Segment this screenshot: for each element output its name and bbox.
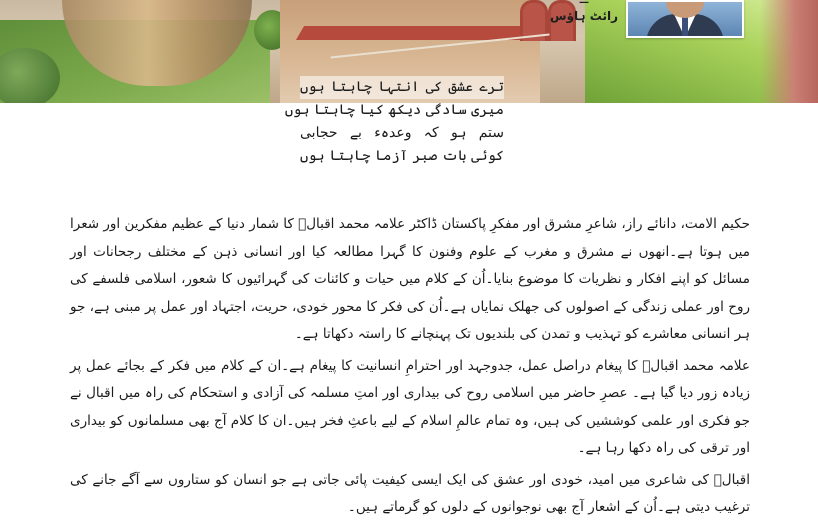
article-paragraph: علامہ محمد اقبالؒ کا پیغام دراصل عمل، جدوجہد اور احترامِ انسانیت کا پیغام ہے۔ان کے کلام میں فکر کے بجائے عمل پر زیادہ زور دیا گیا ہے۔ عصرِ حاضر میں اسلامی روح کی بیداری اور امتِ مسلمہ کی آزادی و استحکام کی راہ میں اقبال نے جو فکری اور علمی کوششیں کی ہیں، وہ تمام عالمِ اسلام کے لیے باعثِ فخر ہیں۔ان کا کلام آج بھی مسلمانوں کو بیداری اور ترقی کی راہ دکھا رہا ہے۔ [70, 357, 750, 456]
article-paragraph: حکیم الامت، دانائے راز، شاعرِ مشرق اور مفکرِ پاکستان ڈاکٹر علامہ محمد اقبالؒ کا شمار دنیا کے عظیم مفکرین اور شعرا میں ہوتا ہے۔انھوں نے مشرق و مغرب کے علوم وفنون کا گہرا مطالعہ کیا اور انسانی ذہن کے مختلف رجحانات اور مسائل کو اپنے افکار و نظریات کا موضوع بنایا۔اُن کے کلام میں حیات و کائنات کی گہرائیوں کا شعور، اسلامی فلسفے کی روح اور عملی زندگی کے اصولوں کی جھلک نمایاں ہے۔اُن کی فکر کا محور خودی، حریت، اجتہاد اور عمل پر مبنی ہے، جو ہر انسانی معاشرے کو تہذیب و تمدن کی بلندیوں تک پہنچانے کا راستہ دکھاتا ہے۔ [70, 216, 750, 342]
poem-line: میری سادگی دیکھ کیا چاہتا ہوں [284, 102, 504, 118]
author-byline [542, 0, 626, 26]
author-photo [626, 0, 744, 38]
poem-line: کوئی بات صبر آزما چاہتا ہوں [300, 148, 504, 164]
author-name: — [579, 0, 589, 6]
banner-pink-edge [760, 0, 818, 103]
author-label: رائٹ ہاؤس [550, 9, 618, 23]
article-paragraph: اقبالؒ کی شاعری میں امید، خودی اور عشق کی ایک ایسی کیفیت پائی جاتی ہے جو انسان کو ستاروں سے آگے جانے کی ترغیب دیتی ہے۔اُن کے اشعار آج بھی نوجوانوں کے دلوں کو گرماتے ہیں۔ [70, 471, 750, 515]
poem-couplets [284, 76, 504, 168]
poem-line: ستم ہو کہ وعدہء بے حجابی [300, 125, 504, 141]
poem-line: ترے عشق کی انتہا چاہتا ہوں [300, 76, 504, 99]
article-body [70, 211, 750, 522]
